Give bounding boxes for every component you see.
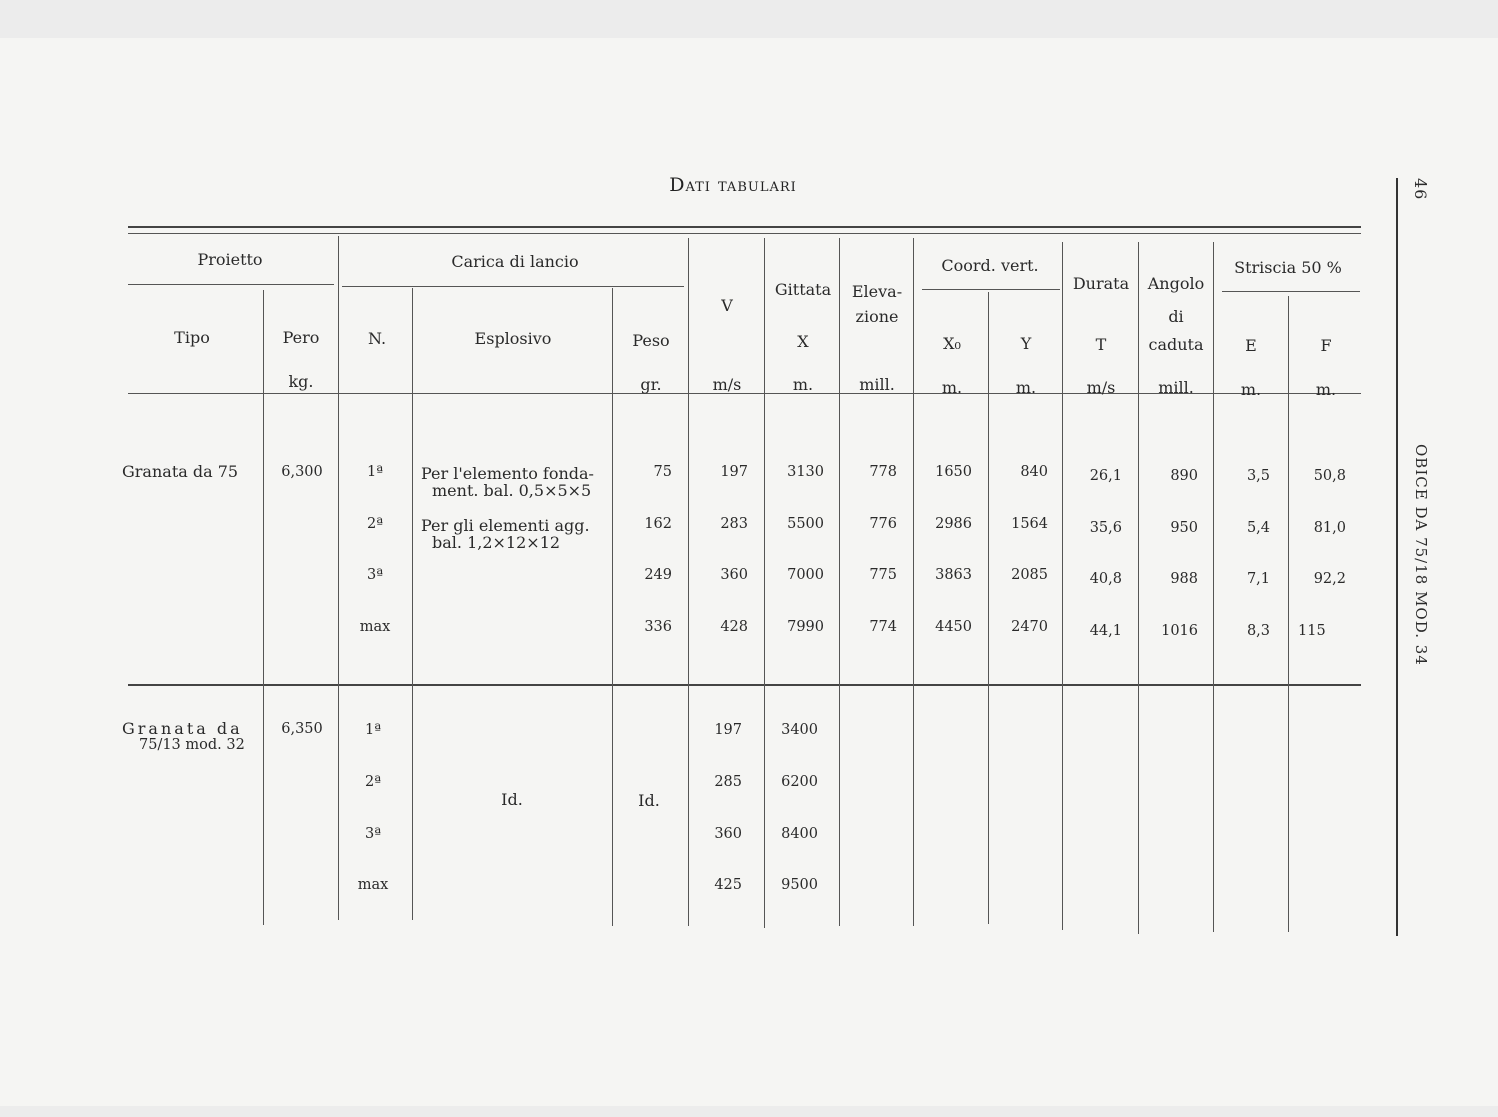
- header-angolo-unit: mill.: [1158, 378, 1194, 397]
- header-n: N.: [367, 329, 387, 348]
- g1-row-4-x: 7990: [787, 619, 824, 635]
- header-elevazione-1: Eleva-: [851, 282, 903, 301]
- g1-row-4-e: 8,3: [1246, 623, 1270, 639]
- g1-row-3-elev: 775: [869, 567, 897, 583]
- g1-peso: 6,300: [281, 464, 323, 480]
- g1-row-4-t: 44,1: [1089, 623, 1122, 639]
- g1-row-1-e: 3,5: [1246, 468, 1270, 484]
- running-head: OBICE DA 75/18 MOD. 34: [1412, 444, 1430, 666]
- g2-row-2-x: 6200: [781, 774, 818, 790]
- col-line-4: [612, 288, 613, 926]
- header-v: V: [721, 296, 733, 315]
- g1-row-2-t: 35,6: [1089, 520, 1122, 536]
- header-elevazione-2: zione: [855, 307, 899, 326]
- g1-row-1-x: 3130: [787, 464, 824, 480]
- g1-row-4-f: 115: [1298, 623, 1326, 639]
- g1-row-4-n: max: [359, 619, 391, 635]
- g2-peso-carica: Id.: [638, 791, 660, 810]
- g1-row-3-x0: 3863: [935, 567, 972, 583]
- header-proietto: Proietto: [197, 250, 263, 269]
- col-line-9: [988, 292, 989, 924]
- g1-row-2-f: 81,0: [1313, 520, 1346, 536]
- page-title: Dati tabulari: [669, 174, 797, 196]
- header-angolo-2: di: [1168, 307, 1184, 326]
- header-y-unit: m.: [1015, 378, 1037, 397]
- g2-tipo-1: Granata da: [122, 719, 243, 738]
- header-gittata: Gittata: [774, 280, 832, 299]
- g2-row-2-n: 2ª: [364, 774, 382, 790]
- g1-row-1-f: 50,8: [1313, 468, 1346, 484]
- g1-row-3-f: 92,2: [1313, 571, 1346, 587]
- col-line-1: [263, 290, 264, 925]
- g1-row-4-ang: 1016: [1161, 623, 1198, 639]
- g1-row-2-n: 2ª: [366, 516, 384, 532]
- g1-row-1-x0: 1650: [935, 464, 972, 480]
- side-running-head: [1406, 444, 1430, 944]
- page-number: 46: [1411, 178, 1430, 201]
- g1-row-3-n: 3ª: [366, 567, 384, 583]
- header-angolo-3: caduta: [1148, 335, 1204, 354]
- g1-esplosivo-1a: Per l'elemento fonda-: [421, 464, 594, 483]
- header-divider-proietto: [128, 284, 334, 285]
- g2-row-4-v: 425: [714, 877, 742, 893]
- g1-row-1-peso: 75: [653, 464, 672, 480]
- header-t: T: [1095, 335, 1107, 354]
- g1-row-1-elev: 778: [869, 464, 897, 480]
- g1-row-3-x: 7000: [787, 567, 824, 583]
- g1-row-3-t: 40,8: [1089, 571, 1122, 587]
- g1-esplosivo-2a: Per gli elementi agg.: [421, 516, 590, 535]
- g2-row-3-v: 360: [714, 826, 742, 842]
- header-elevazione-unit: mill.: [859, 375, 895, 394]
- header-durata: Durata: [1072, 274, 1130, 293]
- g1-row-3-v: 360: [720, 567, 748, 583]
- header-f: F: [1320, 336, 1332, 355]
- g1-row-1-v: 197: [720, 464, 748, 480]
- header-carica: Carica di lancio: [451, 252, 579, 271]
- header-peso-carica-unit: gr.: [640, 375, 662, 394]
- g1-row-1-t: 26,1: [1089, 468, 1122, 484]
- header-f-unit: m.: [1315, 380, 1337, 399]
- g2-row-1-v: 197: [714, 722, 742, 738]
- g1-row-3-ang: 988: [1170, 571, 1198, 587]
- header-divider-striscia: [1222, 291, 1360, 292]
- header-peso-unit: kg.: [288, 372, 314, 391]
- header-x-unit: m.: [792, 375, 814, 394]
- g1-tipo: Granata da 75: [122, 462, 239, 481]
- g1-row-3-y: 2085: [1011, 567, 1048, 583]
- header-e: E: [1245, 336, 1257, 355]
- header-x: X: [797, 332, 809, 351]
- g1-row-2-x: 5500: [787, 516, 824, 532]
- header-t-unit: m/s: [1086, 378, 1116, 397]
- g1-esplosivo-2b: bal. 1,2×12×12: [432, 533, 561, 552]
- g2-row-4-n: max: [357, 877, 389, 893]
- table-top-rule: [128, 226, 1361, 228]
- page: [0, 38, 1498, 1106]
- table-top-rule-thin: [128, 233, 1361, 234]
- g1-row-2-elev: 776: [869, 516, 897, 532]
- g2-row-1-x: 3400: [781, 722, 818, 738]
- g1-row-2-x0: 2986: [935, 516, 972, 532]
- g1-row-1-y: 840: [1020, 464, 1048, 480]
- header-divider-carica: [342, 286, 684, 287]
- header-v-unit: m/s: [712, 375, 742, 394]
- header-x0: X₀: [943, 334, 961, 353]
- header-e-unit: m.: [1240, 380, 1262, 399]
- header-x0-unit: m.: [941, 378, 963, 397]
- g1-row-4-v: 428: [720, 619, 748, 635]
- g1-row-2-peso: 162: [644, 516, 672, 532]
- g1-row-2-ang: 950: [1170, 520, 1198, 536]
- col-line-6: [764, 238, 765, 928]
- g2-esplosivo: Id.: [501, 790, 523, 809]
- side-rule: [1396, 178, 1398, 936]
- g1-row-3-peso: 249: [644, 567, 672, 583]
- header-striscia: Striscia 50 %: [1234, 258, 1342, 277]
- g1-row-2-v: 283: [720, 516, 748, 532]
- g1-row-4-peso: 336: [644, 619, 672, 635]
- g1-row-4-x0: 4450: [935, 619, 972, 635]
- g1-row-1-n: 1ª: [366, 464, 384, 480]
- header-peso-carica: Peso: [632, 331, 670, 350]
- g2-peso: 6,350: [281, 721, 323, 737]
- g1-row-1-ang: 890: [1170, 468, 1198, 484]
- g1-row-2-y: 1564: [1011, 516, 1048, 532]
- g1-row-3-e: 7,1: [1246, 571, 1270, 587]
- header-tipo: Tipo: [174, 328, 210, 347]
- header-divider-coord: [922, 289, 1060, 290]
- header-coord-vert: Coord. vert.: [941, 256, 1039, 275]
- header-y: Y: [1020, 334, 1032, 353]
- g2-tipo-2: 75/13 mod. 32: [139, 737, 245, 753]
- col-line-3: [412, 288, 413, 920]
- g2-row-1-n: 1ª: [364, 722, 382, 738]
- g1-row-4-y: 2470: [1011, 619, 1048, 635]
- g2-row-2-v: 285: [714, 774, 742, 790]
- col-line-5: [688, 238, 689, 926]
- g1-row-2-e: 5,4: [1246, 520, 1270, 536]
- col-line-13: [1288, 296, 1289, 932]
- col-line-2: [338, 236, 339, 920]
- g2-row-4-x: 9500: [781, 877, 818, 893]
- header-esplosivo: Esplosivo: [474, 329, 552, 348]
- g2-row-3-x: 8400: [781, 826, 818, 842]
- group-separator-rule: [128, 684, 1361, 686]
- g1-row-4-elev: 774: [869, 619, 897, 635]
- header-peso: Pero: [282, 328, 320, 347]
- g2-row-3-n: 3ª: [364, 826, 382, 842]
- g1-esplosivo-1b: ment. bal. 0,5×5×5: [432, 481, 592, 500]
- header-angolo-1: Angolo: [1147, 274, 1205, 293]
